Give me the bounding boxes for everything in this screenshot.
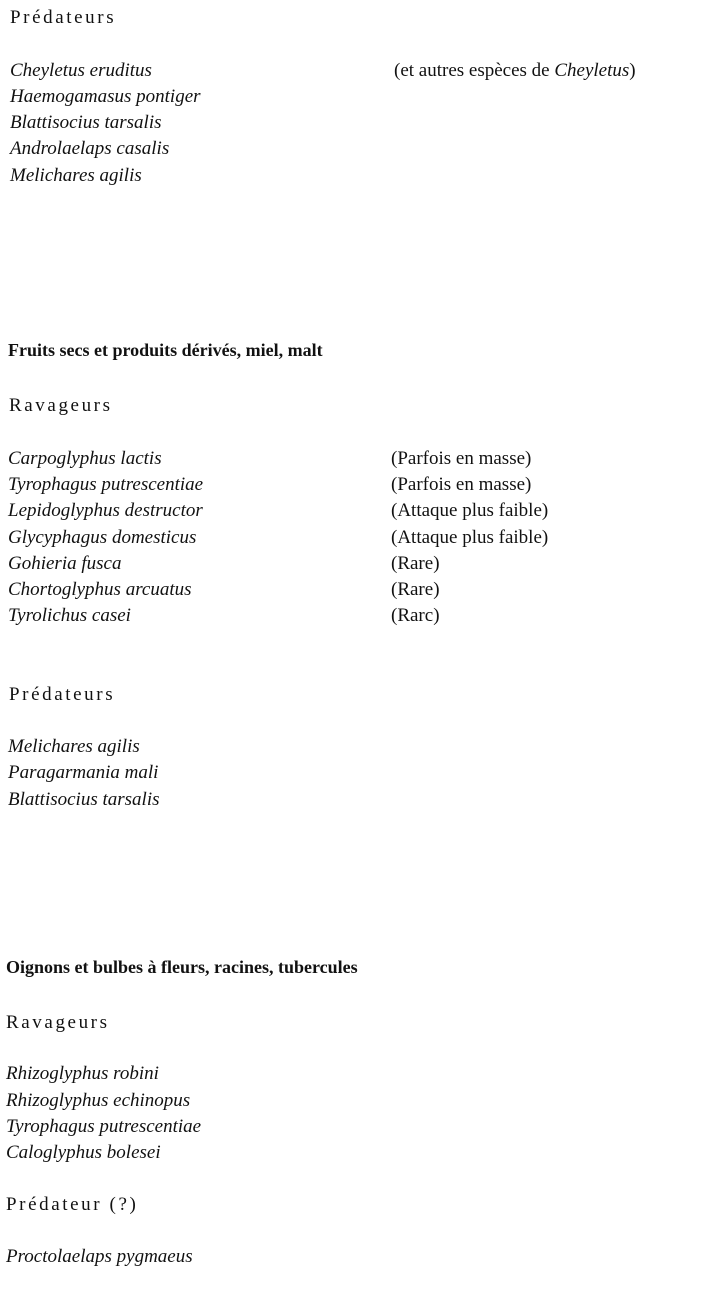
species-name: Melichares agilis	[10, 165, 142, 186]
section-heading-fruits-secs: Fruits secs et produits dérivés, miel, malt	[8, 340, 323, 360]
species-name: Melichares agilis	[8, 736, 140, 757]
species-name: Paragarmania mali	[8, 762, 159, 783]
species-note: (Rare)	[391, 553, 440, 574]
section-label-ravageurs: Ravageurs	[6, 1012, 110, 1033]
species-note: (Rare)	[391, 579, 440, 600]
species-note: (Parfois en masse)	[391, 448, 532, 469]
species-name: Gohieria fusca	[8, 553, 122, 574]
species-note: (Attaque plus faible)	[391, 500, 549, 521]
section-label-predateurs: Prédateurs	[9, 684, 116, 705]
species-note: (Parfois en masse)	[391, 474, 532, 495]
section-label-ravageurs: Ravageurs	[9, 395, 113, 416]
section-label-predateurs: Prédateurs	[10, 7, 117, 28]
species-name: Caloglyphus bolesei	[6, 1142, 161, 1163]
species-name: Rhizoglyphus robini	[6, 1063, 159, 1084]
species-name: Tyrophagus putrescentiae	[8, 474, 204, 495]
section-label-predateur: Prédateur (?)	[6, 1194, 139, 1215]
species-name: Blattisocius tarsalis	[10, 112, 162, 133]
species-name: Blattisocius tarsalis	[8, 789, 160, 810]
species-name: Tyrophagus putrescentiae	[6, 1116, 202, 1137]
section-heading-oignons-bulbes: Oignons et bulbes à fleurs, racines, tubercules	[6, 957, 358, 977]
species-note: (et autres espèces de Cheyletus)	[394, 60, 636, 81]
species-note: (Attaque plus faible)	[391, 527, 549, 548]
species-name: Proctolaelaps pygmaeus	[6, 1246, 193, 1267]
species-name: Glycyphagus domesticus	[8, 527, 197, 548]
species-name: Tyrolichus casei	[8, 605, 131, 626]
species-note: (Rarc)	[391, 605, 440, 626]
species-name: Lepidoglyphus destructor	[8, 500, 203, 521]
species-name: Cheyletus eruditus	[10, 60, 152, 81]
species-name: Rhizoglyphus echinopus	[6, 1090, 191, 1111]
species-name: Androlaelaps casalis	[10, 138, 170, 159]
species-name: Haemogamasus pontiger	[10, 86, 201, 107]
species-name: Carpoglyphus lactis	[8, 448, 162, 469]
species-name: Chortoglyphus arcuatus	[8, 579, 192, 600]
